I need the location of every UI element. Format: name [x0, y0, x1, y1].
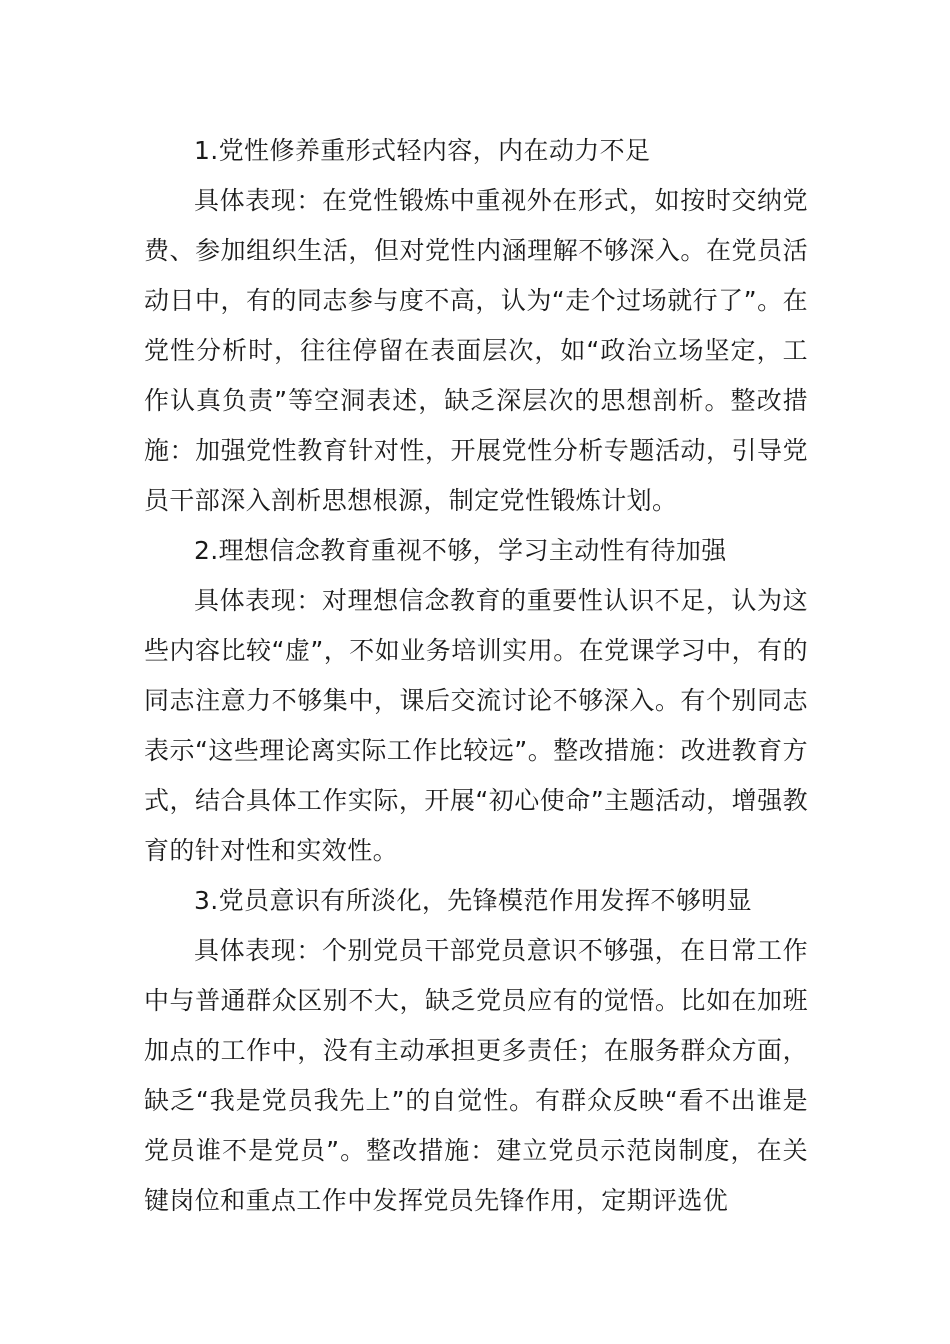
heading-1: 1.党性修养重形式轻内容，内在动力不足	[194, 136, 651, 165]
body-paragraph-1: 具体表现：在党性锻炼中重视外在形式，如按时交纳党费、参加组织生活，但对党性内涵理解不够深入。在党员活动日中，有的同志参与度不高，认为“走个过场就行了”。在党性分析时，往往停留在表面层次，如“政治立场坚定，工作认真负责”等空洞表述，缺乏深层次的思想剖析。整改措施：加强党性教育针对性，开展党性分析专题活动，引导党员干部深入剖析思想根源，制定党性锻炼计划。	[144, 186, 808, 515]
body-paragraph-2: 具体表现：对理想信念教育的重要性认识不足，认为这些内容比较“虚”，不如业务培训实用。在党课学习中，有的同志注意力不够集中，课后交流讨论不够深入。有个别同志表示“这些理论离实际工作比较远”。整改措施：改进教育方式，结合具体工作实际，开展“初心使命”主题活动，增强教育的针对性和实效性。	[144, 586, 808, 865]
heading-3: 3.党员意识有所淡化，先锋模范作用发挥不够明显	[194, 886, 753, 915]
body-paragraph-3: 具体表现：个别党员干部党员意识不够强，在日常工作中与普通群众区别不大，缺乏党员应有的觉悟。比如在加班加点的工作中，没有主动承担更多责任；在服务群众方面，缺乏“我是党员我先上”的自觉性。有群众反映“看不出谁是党员谁不是党员”。整改措施：建立党员示范岗制度，在关键岗位和重点工作中发挥党员先锋作用，定期评选优	[144, 936, 808, 1215]
document-body	[144, 126, 808, 1226]
heading-2: 2.理想信念教育重视不够，学习主动性有待加强	[194, 536, 727, 565]
